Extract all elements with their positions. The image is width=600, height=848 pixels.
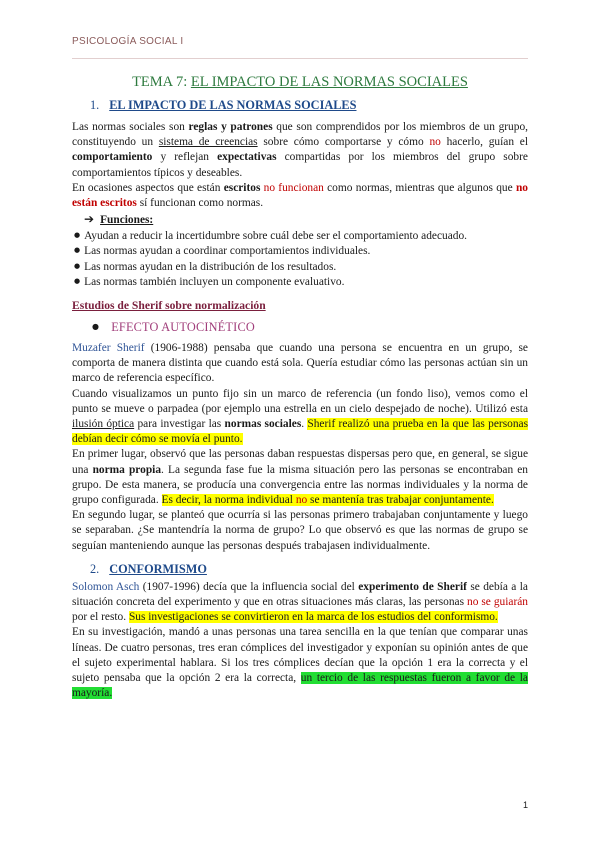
list-item (74, 243, 528, 258)
author-name: Muzafer Sherif (72, 341, 145, 354)
underlined-term: sistema de creencias (158, 136, 258, 149)
bold-term: expectativas (217, 151, 277, 164)
highlighted-red-term: no (295, 494, 308, 506)
text-run: hacerlo, guían el (440, 136, 528, 149)
text-run: para investigar las (134, 417, 225, 430)
text-run: por el resto. (72, 611, 129, 624)
text-run: y reflejan (152, 151, 218, 164)
subheading-text: EFECTO AUTOCINÉTICO (111, 319, 255, 334)
list-item-text: Las normas ayudan en la distribución de los resultados. (84, 260, 337, 273)
sherif-studies-heading: Estudios de Sherif sobre normalización (72, 298, 266, 312)
autokinetic-subheading (72, 318, 528, 336)
highlighted-text: Es decir, la norma individual (161, 494, 296, 506)
title-main: EL IMPACTO DE LAS NORMAS SOCIALES (190, 74, 468, 90)
bold-term: experimento de Sherif (358, 580, 467, 593)
section-2-title: CONFORMISMO (109, 561, 207, 576)
functions-label: Funciones: (100, 214, 154, 227)
bold-term: reglas y patrones (188, 121, 273, 133)
paragraph-asch-experiment (72, 625, 528, 701)
list-item-text: Las normas ayudan a coordinar comportamientos individuales. (84, 245, 371, 258)
bullet-icon: ● (74, 231, 81, 240)
paragraph-written-norms (72, 181, 528, 211)
document-body (72, 94, 528, 701)
underlined-term: ilusión óptica (72, 417, 135, 430)
bullet-icon: ● (74, 261, 81, 270)
paragraph-second-phase: En segundo lugar, se planteó que ocurría si las personas primero trabajaban conjuntamente y luego se separaban. ¿Se mantendría la norma de grupo? Lo que observó es que las normas de grupo se seguían manteniendo aunque las personas después trabajasen individualmente. (72, 509, 528, 552)
list-item-text: Las normas también incluyen un componente evaluativo. (84, 275, 345, 288)
red-bold-term: no están escritos (72, 181, 528, 210)
paragraph-norms-definition (72, 120, 528, 181)
red-term: no funcionan (263, 181, 324, 194)
author-name: Solomon Asch (72, 580, 140, 593)
list-item-text: Ayudan a reducir la incertidumbre sobre cuál debe ser el comportamiento adecuado. (84, 230, 468, 243)
text-run: . La segunda fase fue la misma situación pero las personas se encontraban en grupo. De esta manera, se producía una convergencia entre las normas individuales y la norma de grupo configurada. (72, 463, 529, 506)
section-1-title: EL IMPACTO DE LAS NORMAS SOCIALES (109, 98, 357, 112)
list-item (74, 274, 528, 289)
functions-heading (72, 211, 528, 227)
green-highlighted-text: un tercio de las respuestas fueron a favor de la mayoría. (72, 672, 528, 700)
text-run: sobre cómo comportarse y cómo (257, 136, 430, 149)
text-run: En primer lugar, observó que las personas daban respuestas dispersas pero que, en general, se sigue una (72, 448, 528, 476)
header-divider (72, 58, 528, 59)
text-run: (1906-1988) pensaba que cuando una persona se encuentra en un grupo, se comporta de manera distinta que cuando está sola. Quería estudiar cómo las personas actúan sin un marco de referencia específico. (72, 341, 528, 385)
text-run: En su investigación, mandó a unas personas una tarea sencilla en la que tenían que comparar unas líneas. De cuatro personas, tres eran cómplices del investigador y exponían su opinión antes de que el sujeto experimental hablara. Si los tres cómplices decían que la opción 1 era la correcta y el sujeto pensaba que la opción 2 era la correcta, (72, 626, 528, 685)
text-run: se debía a la situación concreta del experimento y que en otras situaciones más claras, las personas (72, 580, 528, 609)
title-lead: TEMA 7: (132, 74, 191, 90)
paragraph-first-phase (72, 447, 528, 508)
highlighted-text: Sus investigaciones se convirtieron en la marca de los estudios del conformismo. (128, 611, 498, 624)
section-1-number: 1. (90, 98, 100, 112)
text-run: compartidas por los miembros del grupo sobre comportamientos típicos y deseables. (72, 151, 528, 179)
text-run: que son comprendidos por los miembros de un grupo, constituyendo un (72, 121, 528, 149)
text-run: . (301, 417, 308, 430)
text-run: como normas, mientras que algunos que (323, 181, 516, 194)
course-header: PSICOLOGÍA SOCIAL I (72, 36, 184, 47)
page-number: 1 (522, 800, 528, 810)
red-term: no (429, 136, 441, 149)
right-arrow-icon: ➔ (84, 212, 95, 227)
text-run: Las normas sociales son (72, 121, 189, 133)
text-run: En ocasiones aspectos que están (72, 181, 224, 194)
bullet-icon: ● (74, 276, 81, 285)
bullet-icon: ● (92, 321, 100, 331)
paragraph-sherif-intro (72, 341, 528, 387)
highlighted-text: se mantenía tras trabajar conjuntamente. (307, 494, 494, 506)
section-1-heading (72, 94, 528, 116)
paragraph-optical-illusion (72, 387, 528, 448)
bullet-icon: ● (74, 246, 81, 255)
bold-term: comportamiento (72, 151, 153, 164)
bold-term: normas sociales (224, 417, 302, 430)
bold-term: escritos (223, 181, 261, 194)
paragraph-asch-intro (72, 580, 528, 626)
text-run: (1907-1996) decía que la influencia social del (139, 580, 359, 593)
section-2-heading (72, 558, 528, 580)
red-term: no se guiarán (467, 596, 528, 609)
list-item (74, 259, 528, 274)
functions-list (72, 228, 528, 289)
section-2-number: 2. (90, 561, 100, 576)
highlighted-text: Sherif realizó una prueba en la que las personas debían decir cómo se movía el punto. (72, 417, 529, 446)
text-run: Cuando visualizamos un punto fijo sin un marco de referencia (un fondo liso), vemos como el punto se mueve o parpadea (por ejemplo una estrella en un cielo despejado de noche). Utilizó esta (72, 387, 528, 415)
list-item (74, 228, 528, 243)
bold-term: norma propia (92, 463, 162, 476)
page-title (72, 74, 528, 91)
text-run: sí funcionan como normas. (136, 197, 264, 210)
